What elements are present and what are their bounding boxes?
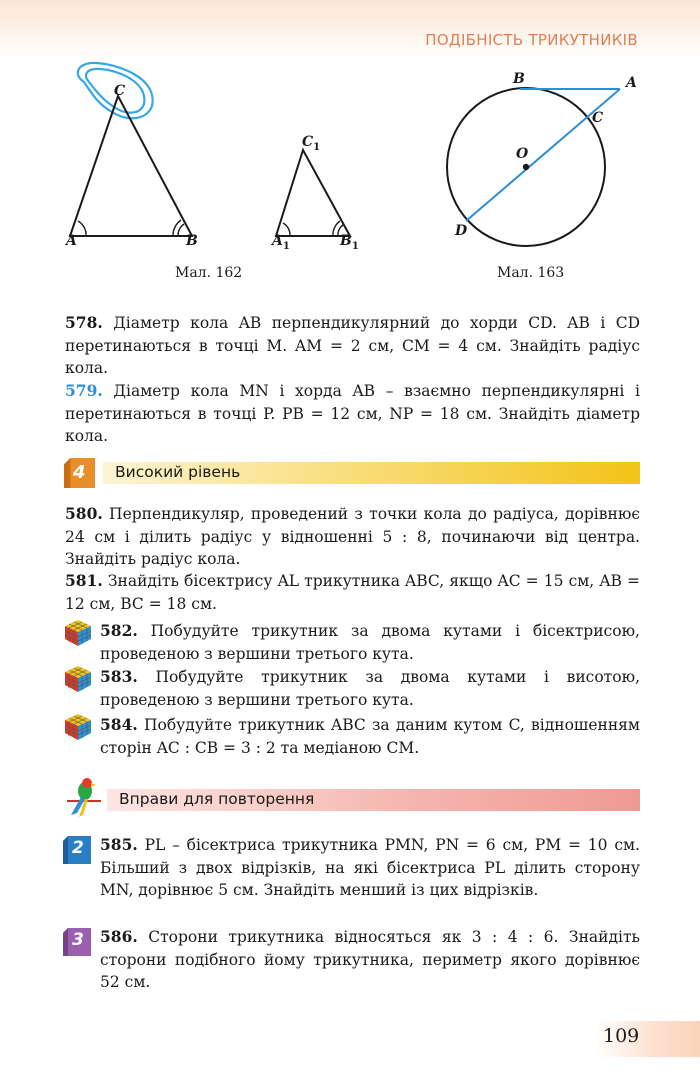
label-d: D (455, 223, 468, 239)
problem-582: 582. Побудуйте трикутник за двома кутами і бісектрисою, проведеною з вершини третього кута. (100, 621, 640, 663)
problem-580: 580. Перпендикуляр, проведений з точки кола до радіуса, дорівнює 24 см і ділить радіус у відношенні 5 : 8, починаючи від центра. Знайдіть радіус кола. (65, 504, 640, 568)
label-b1: $B_1$ (340, 233, 359, 252)
level-2-badge-number: 2 (72, 838, 84, 858)
problem-586: 586. Сторони трикутника відносяться як 3 : 4 : 6. Знайдіть сторони подібного йому трикутника, периметр якого дорівнює 52 см. (100, 927, 640, 991)
level-3-badge-number: 3 (72, 930, 84, 950)
label-a: A (626, 75, 637, 91)
header-band (0, 0, 700, 60)
level-4-badge-number: 4 (73, 462, 86, 483)
chapter-title: ПОДІБНІСТЬ ТРИКУТНИКІВ (425, 31, 638, 49)
label-c: C (592, 110, 604, 126)
label-c1: $C_1$ (302, 134, 321, 153)
problem-583: 583. Побудуйте трикутник за двома кутами і висотою, проведеною з вершини третього кута. (100, 667, 640, 709)
label-o: O (516, 146, 529, 162)
label-c: C (114, 83, 126, 99)
page-number-tab (595, 1021, 700, 1057)
section-banner-high-level (63, 462, 640, 484)
rubik-cube-icon (63, 664, 93, 694)
section-banner-review (63, 789, 640, 811)
triangle-a1b1c1 (276, 150, 350, 236)
problem-579: 579. Діаметр кола MN і хорда AB – взаємно перпендикулярні і перетинаються в точці P. PB = 12 см, NP = 18 см. Знайдіть діаметр кола. (65, 381, 640, 445)
label-b: B (186, 233, 198, 249)
label-a1: $A_1$ (272, 233, 290, 252)
problem-578: 578. Діаметр кола AB перпендикулярний до хорди CD. AB і CD перетинаються в точці M. AM = 2 см, CM = 4 см. Знайдіть радіус кола. (65, 313, 640, 377)
high-level-label: Високий рівень (115, 463, 241, 481)
page-number: 109 (603, 1025, 640, 1047)
problem-584: 584. Побудуйте трикутник ABC за даним кутом C, відношенням сторін AC : CB = 3 : 2 та медіаною CM. (100, 715, 640, 757)
review-label: Вправи для повторення (119, 790, 315, 808)
label-b: B (513, 71, 525, 87)
caption-fig162: Мал. 162 (175, 265, 243, 281)
label-a: A (66, 233, 77, 249)
problem-585: 585. PL – бісектриса трикутника PMN, PN = 6 см, PM = 10 см. Більший з двох відрізків, на які бісектриса PL ділить сторону MN, дорівнює 5 см. Знайдіть менший із цих відрізків. (100, 835, 640, 899)
parrot-icon (61, 777, 105, 817)
caption-fig163: Мал. 163 (497, 265, 565, 281)
triangle-abc (70, 63, 192, 236)
rubik-cube-icon (63, 712, 93, 742)
problem-581: 581. Знайдіть бісектрису AL трикутника ABC, якщо AC = 15 см, AB = 12 см, BC = 18 см. (65, 571, 640, 613)
rubik-cube-icon (63, 618, 93, 648)
